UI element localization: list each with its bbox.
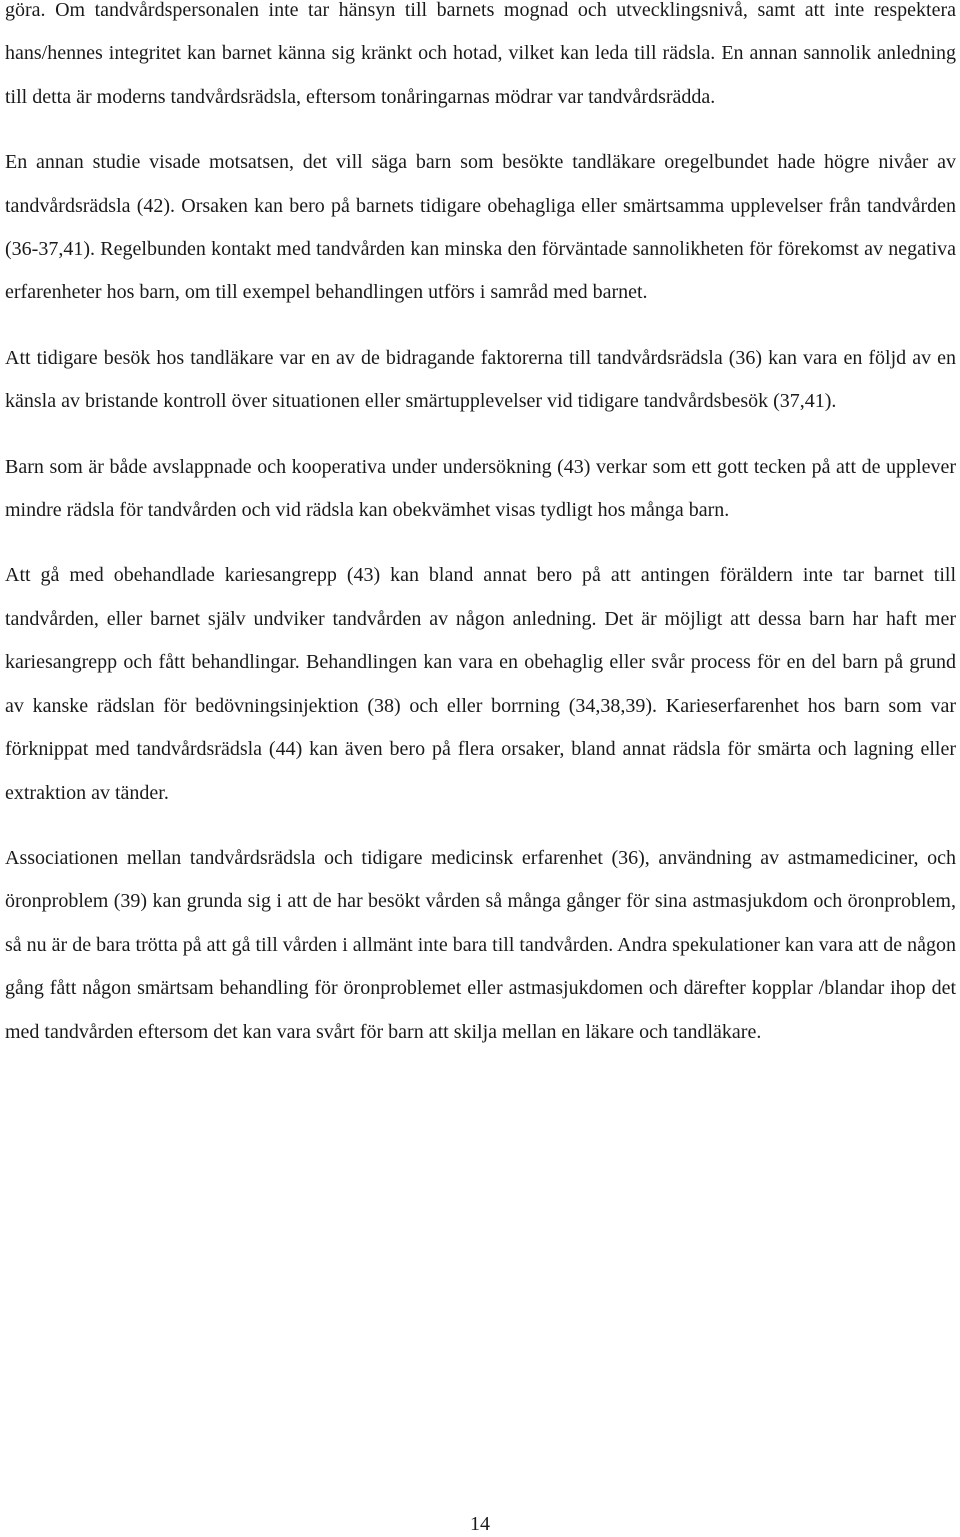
- paragraph-previous-visits: Att tidigare besök hos tandläkare var en av de bidragande faktorerna till tandvårdsrädsla (36) kan vara en följd av en känsla av bristande kontroll över situationen eller smärtupplevelser vid tidigare tandvårdsbesök (37,41).: [5, 346, 956, 413]
- paragraph-medical-experience: Associationen mellan tandvårdsrädsla och tidigare medicinsk erfarenhet (36), användning av astmamediciner, och öronproblem (39) kan grunda sig i att de har besökt vården så många gånger för sina astmasjukdom och öronproblem, så nu är de bara trötta på att gå till vården i allmänt inte bara till tandvården. Andra spekulationer kan vara att de någon gång fått någon smärtsam behandling för öronproblemet eller astmasjukdomen och därefter kopplar /blandar ihop det med tandvården eftersom det kan vara svårt för barn att skilja mellan en läkare och tandläkare.: [5, 846, 956, 1043]
- paragraph-cooperative-children: Barn som är både avslappnade och kooperativa under undersökning (43) verkar som ett gott tecken på att de upplever mindre rädsla för tandvården och vid rädsla kan obekvämhet visas tydligt hos många barn.: [5, 455, 956, 522]
- paragraph-irregular-visits: En annan studie visade motsatsen, det vill säga barn som besökte tandläkare oregelbundet hade högre nivåer av tandvårdsrädsla (42). Orsaken kan bero på barnets tidigare obehagliga eller smärtsamma upplevelser från tandvården (36-37,41). Regelbunden kontakt med tandvården kan minska den förväntade sannolikheten för förekomst av negativa erfarenheter hos barn, om till exempel behandlingen utförs i samråd med barnet.: [5, 151, 956, 304]
- paragraph-untreated-caries: Att gå med obehandlade kariesangrepp (43) kan bland annat bero på att antingen föräldern inte tar barnet till tandvården, eller barnet själv undviker tandvården av någon anledning. Det är möjligt att dessa barn har haft mer kariesangrepp och fått behandlingar. Behandlingen kan vara en obehaglig eller svår process för en del barn på grund av kanske rädslan för bedövningsinjektion (38) och eller borrning (34,38,39). Karieserfarenhet hos barn som var förknippat med tandvårdsrädsla (44) kan även bero på flera orsaker, bland annat rädsla för smärta och lagning eller extraktion av tänder.: [5, 564, 956, 804]
- page-number: 14: [470, 1513, 490, 1535]
- paragraph-continued: göra. Om tandvårdspersonalen inte tar hänsyn till barnets mognad och utvecklingsnivå, samt att inte respektera hans/hennes integritet kan barnet känna sig kränkt och hotad, vilket kan leda till rädsla. En annan sannolik anledning till detta är moderns tandvårdsrädsla, eftersom tonåringarnas mödrar var tandvårdsrädda.: [5, 0, 956, 108]
- document-page: [5, 0, 956, 1054]
